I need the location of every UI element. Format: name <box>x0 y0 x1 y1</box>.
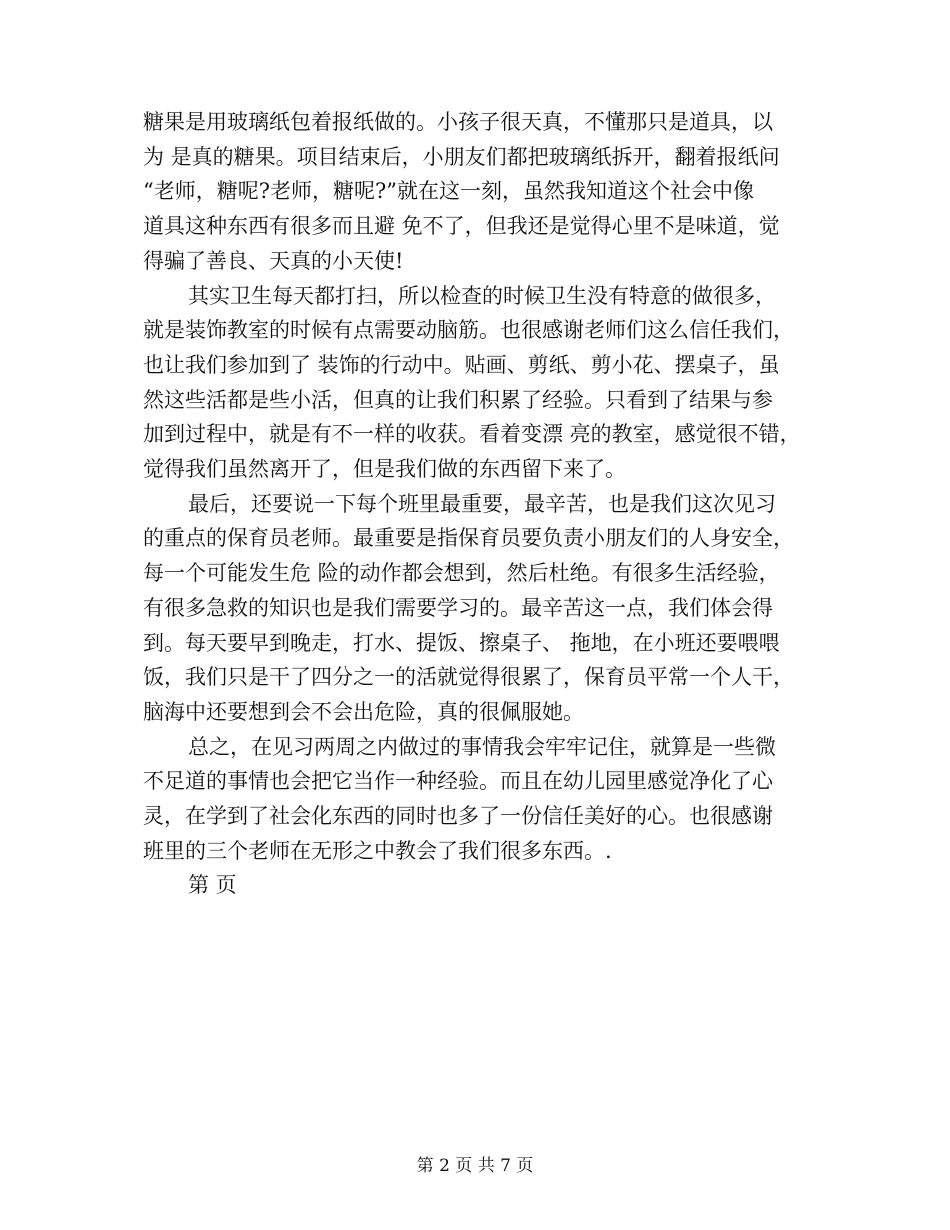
text-line: 为 是真的糖果。项目结束后，小朋友们都把玻璃纸拆开，翻着报纸问 <box>143 144 780 169</box>
text-line: 其实卫生每天都打扫，所以检查的时候卫生没有特意的做很多， <box>188 283 776 308</box>
text-line: 然这些活都是些小活，但真的让我们积累了经验。只看到了结果与参 <box>143 387 773 412</box>
text-line: 班里的三个老师在无形之中教会了我们很多东西。. <box>143 838 612 863</box>
text-line: 的重点的保育员老师。最重要是指保育员要负责小朋友们的人身安全， <box>143 526 794 551</box>
text-line: 就是装饰教室的时候有点需要动脑筋。也很感谢老师们这么信任我们， <box>143 318 794 343</box>
text-line: 总之，在见习两周之内做过的事情我会牢牢记住，就算是一些微 <box>188 734 776 759</box>
text-line: “老师，糖呢?老师，糖呢?”就在这一刻，虽然我知道这个社会中像 <box>143 179 754 204</box>
text-line: 灵，在学到了社会化东西的同时也多了一份信任美好的心。也很感谢 <box>143 804 773 828</box>
text-line: 不足道的事情也会把它当作一种经验。而且在幼儿园里感觉净化了心 <box>143 769 773 794</box>
text-line: 糖果是用玻璃纸包着报纸做的。小孩子很天真，不懂那只是道具，以 <box>143 110 773 134</box>
text-line: 加到过程中，就是有不一样的收获。看着变漂 亮的教室，感觉很不错， <box>143 422 801 447</box>
text-line: 脑海中还要想到会不会出危险，真的很佩服她。 <box>143 699 584 724</box>
text-line: 饭，我们只是干了四分之一的活就觉得很累了，保育员平常一个人干， <box>143 665 794 690</box>
text-line: 最后，还要说一下每个班里最重要，最辛苦，也是我们这次见习 <box>188 491 776 516</box>
text-line: 第 页 <box>188 873 237 898</box>
page-footer: 第 2 页 共 7 页 <box>416 1156 534 1176</box>
text-line: 得骗了善良、天真的小天使! <box>143 248 404 273</box>
text-line: 道具这种东西有很多而且避 免不了，但我还是觉得心里不是味道，觉 <box>143 214 780 239</box>
text-line: 每一个可能发生危 险的动作都会想到，然后杜绝。有很多生活经验， <box>143 561 780 586</box>
text-line: 有很多急救的知识也是我们需要学习的。最辛苦这一点，我们体会得 <box>143 595 773 620</box>
text-line: 觉得我们虽然离开了，但是我们做的东西留下来了。 <box>143 457 626 481</box>
text-line: 也让我们参加到了 装饰的行动中。贴画、剪纸、剪小花、摆桌子，虽 <box>143 352 780 377</box>
text-line: 到。每天要早到晚走，打水、提饭、擦桌子、 拖地，在小班还要喂喂 <box>143 630 780 655</box>
